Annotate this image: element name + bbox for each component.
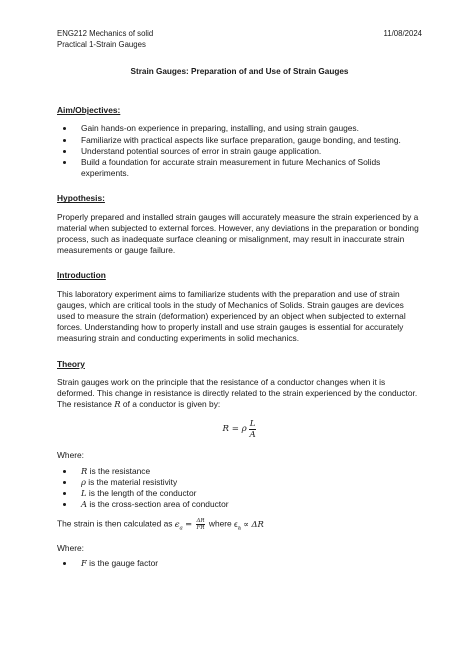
symbol: A (81, 499, 88, 510)
strain-relation (234, 519, 264, 532)
equation-denominator: A (249, 430, 256, 441)
resistance-equation (57, 419, 422, 440)
symbol-description: is the cross-section area of conductor (89, 499, 229, 510)
list-item: • Understand potential sources of error in strain gauge application. (75, 146, 422, 157)
theory-text (57, 377, 422, 411)
list-item (75, 466, 422, 477)
where-label: Where: (57, 450, 84, 461)
theory-heading: Theory (57, 358, 85, 369)
symbol-description: is the resistance (89, 465, 151, 476)
theory-text-after: of a conductor is given by: (122, 399, 221, 410)
list-item: • Gain hands-on experience in preparing, installing, and using strain gauges. (75, 123, 422, 134)
theory-text-before: Strain gauges work on the principle that the resistance of a conductor changes when it is deformed. This change in resistance is directly related to the strain experienced by the conductor. The resistance (57, 376, 418, 410)
introduction-heading: Introduction (57, 270, 106, 281)
where-label-2: Where: (57, 543, 84, 554)
strain-symbol (174, 519, 183, 532)
list-item: • Build a foundation for accurate strain measurement in future Mechanics of Solids experiments. (75, 157, 422, 179)
symbol-description: is the material resistivity (88, 476, 178, 487)
strain-text: The strain is then calculated as (57, 519, 173, 530)
symbol: R (81, 465, 88, 476)
strain-subscript: a (179, 525, 183, 532)
strain-fraction (196, 518, 204, 531)
practical-name: Practical 1-Strain Gauges (57, 40, 146, 49)
course-name: ENG212 Mechanics of solid (57, 29, 154, 38)
symbol-description: is the gauge factor (89, 558, 159, 569)
strain-subscript: a (237, 525, 241, 532)
list-item: • Familiarize with practical aspects like surface preparation, gauge bonding, and testing. (75, 135, 422, 146)
strain-numerator: ΔR (196, 518, 205, 525)
introduction-text: This laboratory experiment aims to familiarize students with the preparation and use of strain gauges, which are critical tools in the study of Mechanics of Solids. Strain gauges are devices used to measure the strain (deformation) experienced by an object when subjected to external forces. Understanding how to properly install and use strain gauges is essential for accurately measuring strain and conducting experiments in solid mechanics. (57, 288, 406, 344)
aims-list (57, 123, 422, 179)
proportional-expression: ∝ ΔR (243, 519, 264, 530)
symbol: F (81, 558, 87, 569)
page-header (57, 28, 422, 50)
equation-fraction (249, 419, 257, 440)
symbol: L (81, 488, 87, 499)
epsilon-symbol: ϵ (234, 519, 238, 530)
aims-heading: Aim/Objectives: (57, 105, 121, 116)
header-left (57, 28, 153, 50)
strain-formula-line (57, 518, 422, 535)
strain-equals: = (185, 519, 193, 530)
epsilon-symbol: ϵ (174, 519, 180, 530)
where-list-2 (57, 558, 422, 569)
symbol-description: is the length of the conductor (88, 488, 197, 499)
symbol: ρ (81, 476, 86, 487)
document-title: Strain Gauges: Preparation of and Use of Strain Gauges (130, 67, 349, 76)
list-item (75, 499, 422, 510)
report-date: 11/08/2024 (383, 29, 422, 38)
equation-lhs: R = ρ (222, 424, 247, 435)
equation-numerator: L (249, 419, 256, 430)
hypothesis-text: Properly prepared and installed strain gauges will accurately measure the strain experienced by a material when subjected to external forces. However, any deviations in the preparation or bonding process, such as inadequate surface cleaning or misalignment, may result in inaccurate strain measurements or gauge failure. (57, 211, 419, 256)
list-item (75, 558, 422, 569)
resistance-symbol: R (114, 399, 121, 410)
hypothesis-heading: Hypothesis: (57, 193, 105, 204)
strain-where: where (208, 519, 232, 530)
where-list (57, 466, 422, 511)
strain-denominator: FR (196, 525, 205, 532)
list-item (75, 488, 422, 499)
list-item (75, 477, 422, 488)
